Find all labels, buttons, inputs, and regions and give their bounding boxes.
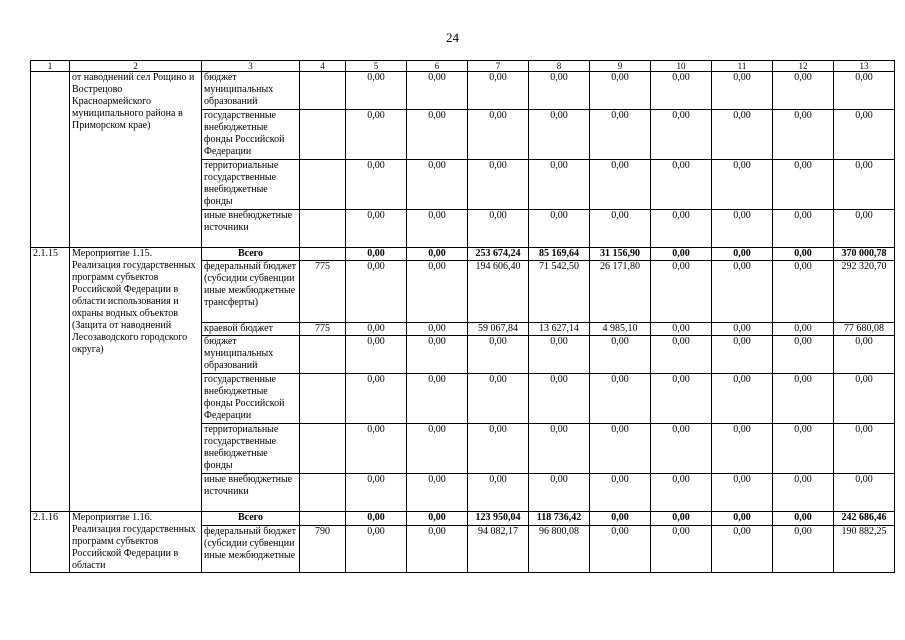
total-row [31, 248, 895, 261]
kbk-code-cell [300, 336, 346, 374]
value-cell: 0,00 [529, 110, 590, 160]
value-cell: 0,00 [773, 323, 834, 336]
value-cell: 0,00 [407, 261, 468, 323]
value-cell: 0,00 [346, 248, 407, 261]
value-cell: 0,00 [407, 374, 468, 424]
funding-source: федеральный бюджет (субсидии субвенции иные межбюджетные [202, 525, 300, 572]
value-cell: 0,00 [407, 512, 468, 526]
value-cell: 0,00 [346, 261, 407, 323]
value-cell: 0,00 [834, 424, 895, 474]
measure-description: Реализация государственных программ субъектов Российской Федерации в области [72, 524, 196, 571]
value-cell: 4 985,10 [590, 323, 651, 336]
value-cell: 0,00 [529, 72, 590, 110]
kbk-code-cell [300, 160, 346, 210]
value-cell: 0,00 [773, 374, 834, 424]
value-cell: 0,00 [712, 424, 773, 474]
value-cell: 0,00 [346, 424, 407, 474]
value-cell: 0,00 [651, 72, 712, 110]
value-cell: 0,00 [407, 323, 468, 336]
value-cell: 0,00 [651, 424, 712, 474]
column-header: 11 [712, 61, 773, 72]
value-cell: 0,00 [407, 248, 468, 261]
value-cell: 0,00 [468, 210, 529, 248]
value-cell: 0,00 [712, 336, 773, 374]
measure-title: Мероприятие 1.15. [72, 248, 153, 259]
kbk-code-cell: 790 [300, 525, 346, 572]
value-cell: 0,00 [590, 110, 651, 160]
value-cell: 0,00 [590, 424, 651, 474]
value-cell: 0,00 [468, 336, 529, 374]
funding-source: государственные внебюджетные фонды Российской Федерации [202, 374, 300, 424]
column-header: 8 [529, 61, 590, 72]
value-cell: 0,00 [468, 424, 529, 474]
value-cell: 0,00 [346, 110, 407, 160]
value-cell: 0,00 [407, 110, 468, 160]
value-cell: 0,00 [346, 72, 407, 110]
value-cell: 123 950,04 [468, 512, 529, 526]
code-cell [31, 72, 70, 248]
value-cell: 190 882,25 [834, 525, 895, 572]
value-cell: 0,00 [407, 424, 468, 474]
column-header: 2 [70, 61, 202, 72]
funding-source-total: Всего [202, 512, 300, 526]
value-cell: 0,00 [712, 474, 773, 512]
value-cell: 94 082,17 [468, 525, 529, 572]
value-cell: 0,00 [712, 160, 773, 210]
value-cell: 71 542,50 [529, 261, 590, 323]
value-cell: 31 156,90 [590, 248, 651, 261]
column-header: 1 [31, 61, 70, 72]
value-cell: 0,00 [407, 160, 468, 210]
value-cell: 26 171,80 [590, 261, 651, 323]
value-cell: 0,00 [834, 374, 895, 424]
value-cell: 0,00 [407, 210, 468, 248]
measure-description: Реализация государственных программ субъектов Российской Федерации в области использования и охраны водных объектов (Защита от наводнений Лесозаводского городского округа) [72, 260, 196, 355]
kbk-code-cell [300, 110, 346, 160]
value-cell: 0,00 [590, 525, 651, 572]
value-cell: 0,00 [468, 374, 529, 424]
kbk-code-cell [300, 374, 346, 424]
measure-cell [70, 512, 202, 573]
value-cell: 0,00 [712, 374, 773, 424]
value-cell: 0,00 [834, 110, 895, 160]
measure-description: от наводнений сел Рощино и Вострецово Красноармейского муниципального района в Приморском крае) [70, 72, 202, 248]
value-cell: 0,00 [712, 72, 773, 110]
funding-source: федеральный бюджет (субсидии субвенции иные межбюджетные трансферты) [202, 261, 300, 323]
value-cell: 0,00 [712, 512, 773, 526]
value-cell: 85 169,64 [529, 248, 590, 261]
value-cell: 0,00 [651, 248, 712, 261]
value-cell: 0,00 [651, 525, 712, 572]
value-cell: 0,00 [651, 512, 712, 526]
kbk-code-cell: 775 [300, 323, 346, 336]
value-cell: 0,00 [529, 160, 590, 210]
value-cell: 0,00 [712, 110, 773, 160]
value-cell: 0,00 [590, 474, 651, 512]
value-cell: 0,00 [346, 210, 407, 248]
value-cell: 0,00 [346, 374, 407, 424]
measure-code: 2.1.16 [31, 512, 70, 573]
kbk-code-cell: 775 [300, 261, 346, 323]
value-cell: 253 674,24 [468, 248, 529, 261]
value-cell: 0,00 [834, 72, 895, 110]
value-cell: 0,00 [346, 336, 407, 374]
value-cell: 0,00 [529, 374, 590, 424]
column-header: 10 [651, 61, 712, 72]
value-cell: 0,00 [834, 336, 895, 374]
value-cell: 0,00 [773, 248, 834, 261]
kbk-code-cell [300, 512, 346, 526]
funding-source: бюджет муниципальных образований [202, 72, 300, 110]
value-cell: 77 680,08 [834, 323, 895, 336]
value-cell: 0,00 [773, 424, 834, 474]
value-cell: 0,00 [651, 374, 712, 424]
measure-title: Мероприятие 1.16. [72, 512, 153, 523]
value-cell: 0,00 [712, 210, 773, 248]
value-cell: 242 686,46 [834, 512, 895, 526]
value-cell: 0,00 [529, 210, 590, 248]
value-cell: 0,00 [773, 110, 834, 160]
funding-source: бюджет муниципальных образований [202, 336, 300, 374]
value-cell: 0,00 [529, 424, 590, 474]
value-cell: 0,00 [590, 210, 651, 248]
kbk-code-cell [300, 248, 346, 261]
value-cell: 0,00 [773, 160, 834, 210]
funding-source: иные внебюджетные источники [202, 210, 300, 248]
value-cell: 0,00 [712, 261, 773, 323]
value-cell: 0,00 [529, 336, 590, 374]
value-cell: 0,00 [590, 160, 651, 210]
value-cell: 0,00 [773, 72, 834, 110]
value-cell: 0,00 [407, 336, 468, 374]
value-cell: 0,00 [468, 160, 529, 210]
value-cell: 96 800,08 [529, 525, 590, 572]
column-header: 4 [300, 61, 346, 72]
value-cell: 0,00 [590, 374, 651, 424]
value-cell: 0,00 [651, 160, 712, 210]
value-cell: 0,00 [651, 110, 712, 160]
value-cell: 118 736,42 [529, 512, 590, 526]
value-cell: 0,00 [651, 261, 712, 323]
funding-source: территориальные государственные внебюджетные фонды [202, 160, 300, 210]
table-row [31, 72, 895, 110]
budget-table [30, 60, 895, 573]
value-cell: 0,00 [407, 525, 468, 572]
value-cell: 0,00 [346, 525, 407, 572]
column-number-row [31, 61, 895, 72]
value-cell: 0,00 [651, 336, 712, 374]
column-header: 9 [590, 61, 651, 72]
page-number: 24 [446, 30, 459, 45]
value-cell: 0,00 [590, 336, 651, 374]
value-cell: 0,00 [590, 72, 651, 110]
value-cell: 0,00 [407, 72, 468, 110]
value-cell: 0,00 [773, 261, 834, 323]
column-header: 3 [202, 61, 300, 72]
value-cell: 59 067,84 [468, 323, 529, 336]
column-header: 5 [346, 61, 407, 72]
value-cell: 0,00 [773, 336, 834, 374]
value-cell: 0,00 [712, 323, 773, 336]
value-cell: 0,00 [651, 323, 712, 336]
funding-source: государственные внебюджетные фонды Российской Федерации [202, 110, 300, 160]
value-cell: 0,00 [346, 512, 407, 526]
kbk-code-cell [300, 72, 346, 110]
value-cell: 0,00 [773, 525, 834, 572]
measure-code: 2.1.15 [31, 248, 70, 512]
value-cell: 0,00 [590, 512, 651, 526]
value-cell: 0,00 [651, 210, 712, 248]
value-cell: 0,00 [773, 474, 834, 512]
funding-source: краевой бюджет [202, 323, 300, 336]
value-cell: 0,00 [407, 474, 468, 512]
value-cell: 0,00 [773, 210, 834, 248]
column-header: 12 [773, 61, 834, 72]
measure-cell [70, 248, 202, 512]
value-cell: 0,00 [468, 110, 529, 160]
value-cell: 0,00 [346, 323, 407, 336]
kbk-code-cell [300, 424, 346, 474]
kbk-code-cell [300, 474, 346, 512]
column-header: 7 [468, 61, 529, 72]
value-cell: 0,00 [468, 474, 529, 512]
funding-source-total: Всего [202, 248, 300, 261]
value-cell: 0,00 [651, 474, 712, 512]
value-cell: 0,00 [529, 474, 590, 512]
value-cell: 0,00 [773, 512, 834, 526]
value-cell: 0,00 [712, 248, 773, 261]
column-header: 6 [407, 61, 468, 72]
value-cell: 0,00 [712, 525, 773, 572]
value-cell: 0,00 [834, 210, 895, 248]
value-cell: 0,00 [468, 72, 529, 110]
value-cell: 0,00 [346, 474, 407, 512]
total-row [31, 512, 895, 526]
funding-source: территориальные государственные внебюджетные фонды [202, 424, 300, 474]
value-cell: 194 606,40 [468, 261, 529, 323]
value-cell: 13 627,14 [529, 323, 590, 336]
value-cell: 0,00 [834, 474, 895, 512]
column-header: 13 [834, 61, 895, 72]
funding-source: иные внебюджетные источники [202, 474, 300, 512]
value-cell: 292 320,70 [834, 261, 895, 323]
value-cell: 370 000,78 [834, 248, 895, 261]
value-cell: 0,00 [346, 160, 407, 210]
value-cell: 0,00 [834, 160, 895, 210]
kbk-code-cell [300, 210, 346, 248]
